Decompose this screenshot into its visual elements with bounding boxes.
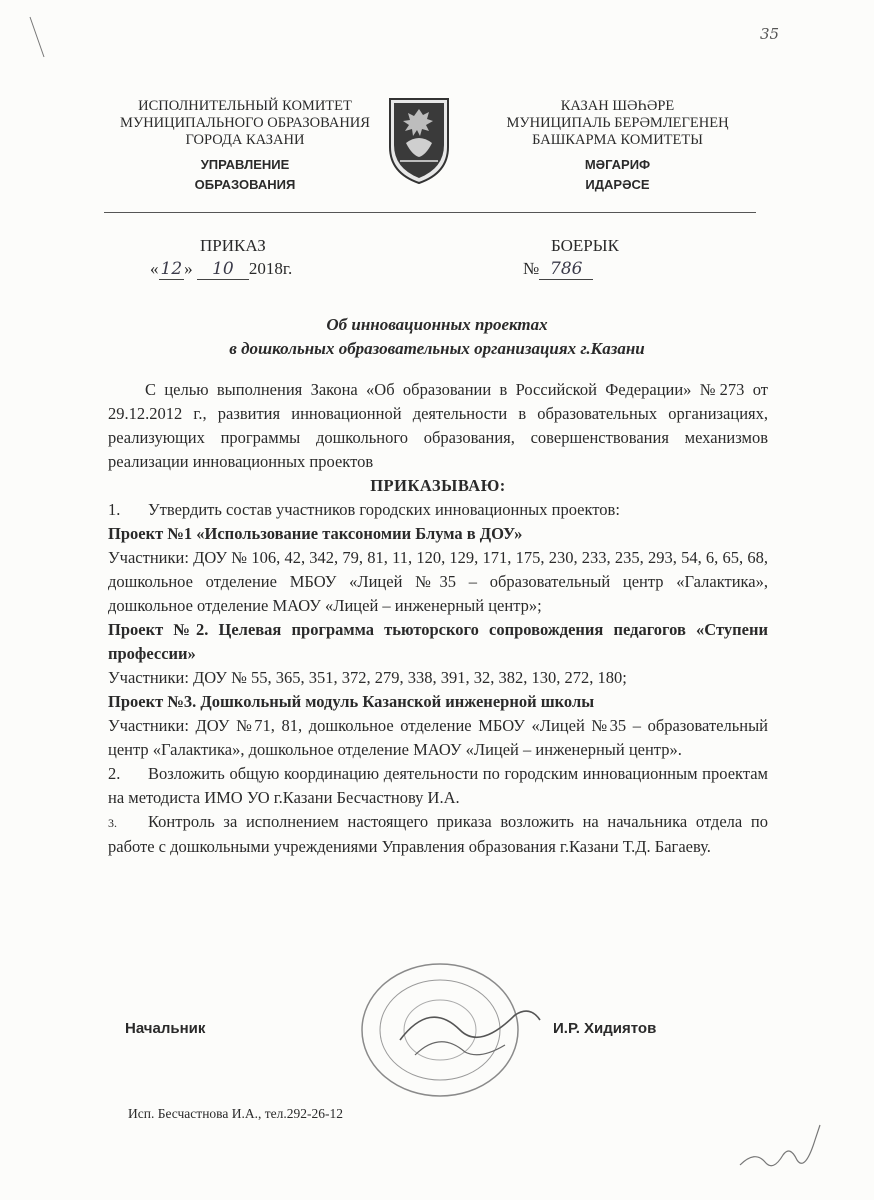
header-left-line: МУНИЦИПАЛЬНОГО ОБРАЗОВАНИЯ	[120, 115, 370, 131]
item-number: 1.	[108, 500, 121, 519]
header-right-line: МУНИЦИПАЛЬ БЕРӘМЛЕГЕНЕҢ	[506, 115, 729, 131]
command-heading: ПРИКАЗЫВАЮ:	[370, 476, 506, 495]
department-line: МӘГАРИФ	[584, 157, 651, 172]
number-value: 786	[539, 259, 593, 280]
header-divider	[104, 212, 756, 213]
page-number-note: 35	[760, 25, 780, 43]
preamble: С целью выполнения Закона «Об образовании в Российской Федерации» №273 от 29.12.2012 г., развития инновационной деятельности в образовательных организациях, реализующих программы дошкольного образования, совершенствования механизмов реализации инновационных проектов	[108, 380, 768, 471]
margin-mark	[28, 15, 48, 60]
document-body	[108, 378, 768, 859]
item-text: Контроль за исполнением настоящего приказа возложить на начальника отдела по работе с дошкольными учреждениями Управления образования г.Казани Т.Д. Багаеву.	[108, 812, 768, 856]
item-1	[108, 498, 768, 522]
title-line: в дошкольных образовательных организациях г.Казани	[229, 339, 645, 358]
department-line: УПРАВЛЕНИЕ	[200, 157, 290, 172]
official-stamp	[340, 960, 560, 1120]
signature-name: И.Р. Хидиятов	[553, 1020, 657, 1037]
item-number: 3.	[108, 816, 117, 830]
project-3-participants: Участники: ДОУ №71, 81, дошкольное отделение МБОУ «Лицей №35 – образовательный центр «Галактика», дошкольное отделение МАОУ «Лицей – инженерный центр».	[108, 716, 768, 759]
item-text: Возложить общую координацию деятельности по городским инновационным проектам на методиста ИМО УО г.Казани Бесчастнову И.А.	[108, 764, 768, 807]
executor-info: Исп. Бесчастнова И.А., тел.292-26-12	[128, 1106, 343, 1121]
date-month: 10	[197, 259, 249, 280]
header-left-line: ИСПОЛНИТЕЛЬНЫЙ КОМИТЕТ	[138, 98, 352, 114]
header-left	[95, 98, 395, 195]
number-sign: №	[523, 259, 540, 278]
date-quote-open: «	[150, 259, 159, 278]
item-text: Утвердить состав участников городских инновационных проектов:	[148, 500, 620, 519]
coat-of-arms-emblem	[386, 95, 452, 185]
department-line: ОБРАЗОВАНИЯ	[194, 177, 296, 192]
project-1-participants: Участники: ДОУ № 106, 42, 342, 79, 81, 11, 120, 129, 171, 175, 230, 233, 235, 293, 54, 6, 65, 68, дошкольное отделение МБОУ «Лицей №35 – образовательный центр «Галактика», дошкольное отделение МАОУ «Лицей – инженерный центр»;	[108, 548, 768, 615]
date-year: 2018г.	[248, 259, 293, 278]
order-label-tt: БОЕРЫК	[551, 236, 619, 255]
item-3	[108, 810, 768, 859]
header-left-department	[95, 155, 395, 195]
project-2-title: Проект №2. Целевая программа тьюторского сопровождения педагогов «Ступени профессии»	[108, 620, 768, 663]
document-title	[100, 313, 774, 361]
header-left-line: ГОРОДА КАЗАНИ	[185, 132, 305, 148]
project-3-title: Проект №3. Дошкольный модуль Казанской инженерной школы	[108, 692, 595, 711]
item-2	[108, 762, 768, 810]
header-right-department	[475, 155, 760, 195]
order-number	[523, 259, 593, 280]
title-line: Об инновационных проектах	[326, 315, 548, 334]
item-number: 2.	[108, 764, 121, 783]
signature-role: Начальник	[125, 1020, 206, 1037]
date-day: 12	[160, 259, 183, 279]
project-1-title: Проект №1 «Использование таксономии Блума в ДОУ»	[108, 524, 523, 543]
date-quote-close: »	[184, 259, 193, 278]
header-right-line: БАШКАРМА КОМИТЕТЫ	[532, 132, 703, 148]
order-date	[150, 259, 292, 280]
header-right	[475, 98, 760, 195]
order-label-ru: ПРИКАЗ	[200, 236, 266, 255]
header-right-line: КАЗАН ШӘҺӘРЕ	[560, 98, 675, 114]
handwritten-visa	[735, 1120, 825, 1180]
department-line: ИДАРӘСЕ	[585, 177, 650, 192]
project-2-participants: Участники: ДОУ № 55, 365, 351, 372, 279, 338, 391, 32, 382, 130, 272, 180;	[108, 668, 627, 687]
